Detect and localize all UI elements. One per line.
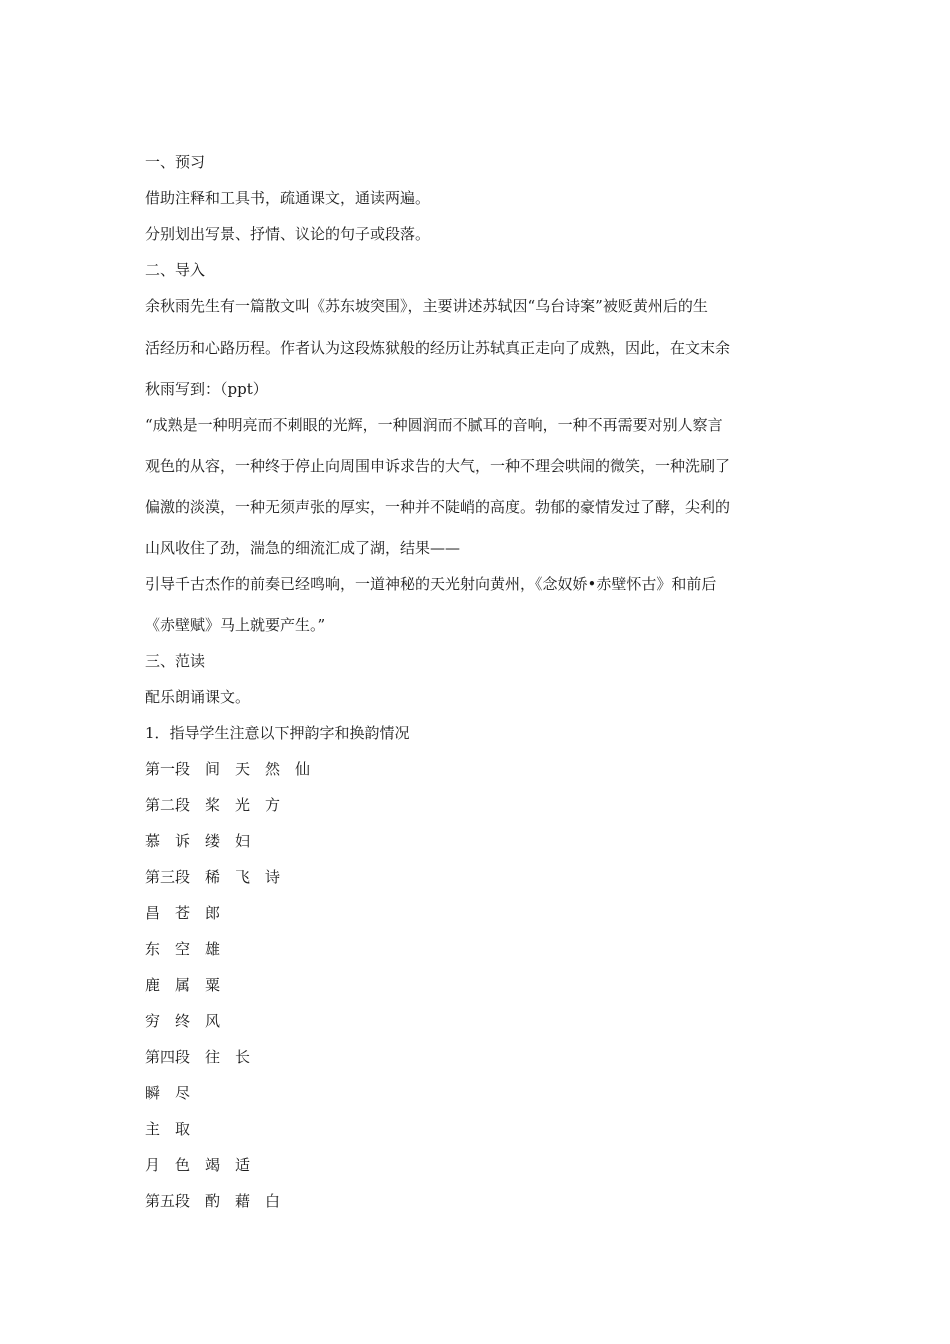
quote-line: 山风收住了劲，湍急的细流汇成了湖，结果—— bbox=[145, 539, 461, 557]
rhyme-line: 第三段 稀 飞 诗 bbox=[145, 868, 281, 886]
heading-introduction: 二、导入 bbox=[145, 261, 206, 279]
rhyme-line: 月 色 竭 适 bbox=[145, 1156, 251, 1174]
rhyme-line: 昌 苍 郎 bbox=[145, 904, 221, 922]
paragraph-line: 活经历和心路历程。作者认为这段炼狱般的经历让苏轼真正走向了成熟，因此，在文末余 bbox=[145, 339, 731, 357]
rhyme-line: 第四段 往 长 bbox=[145, 1048, 251, 1066]
paragraph-line: 借助注释和工具书，疏通课文，通读两遍。 bbox=[145, 189, 431, 207]
quote-line: 引导千古杰作的前奏已经鸣响，一道神秘的天光射向黄州，《念奴娇•赤壁怀古》和前后 bbox=[145, 575, 717, 593]
paragraph-line: 秋雨写到：（ppt） bbox=[145, 380, 268, 398]
list-item: 1．指导学生注意以下押韵字和换韵情况 bbox=[145, 724, 410, 742]
quote-line: 《赤壁赋》马上就要产生。” bbox=[145, 616, 326, 634]
paragraph-line: 配乐朗诵课文。 bbox=[145, 688, 251, 706]
paragraph-line: 分别划出写景、抒情、议论的句子或段落。 bbox=[145, 225, 431, 243]
rhyme-line: 鹿 属 粟 bbox=[145, 976, 221, 994]
rhyme-line: 穷 终 风 bbox=[145, 1012, 221, 1030]
rhyme-line: 主 取 bbox=[145, 1120, 191, 1138]
rhyme-line: 第一段 间 天 然 仙 bbox=[145, 760, 311, 778]
quote-line: 偏激的淡漠，一种无须声张的厚实，一种并不陡峭的高度。勃郁的豪情发过了酵，尖利的 bbox=[145, 498, 731, 516]
rhyme-line: 第五段 酌 藉 白 bbox=[145, 1192, 281, 1210]
rhyme-line: 慕 诉 缕 妇 bbox=[145, 832, 251, 850]
rhyme-line: 东 空 雄 bbox=[145, 940, 221, 958]
rhyme-line: 第二段 桨 光 方 bbox=[145, 796, 281, 814]
heading-preview: 一、预习 bbox=[145, 153, 206, 171]
heading-model-reading: 三、范读 bbox=[145, 652, 206, 670]
quote-line: “成熟是一种明亮而不刺眼的光辉，一种圆润而不腻耳的音响，一种不再需要对别人察言 bbox=[145, 416, 723, 434]
rhyme-line: 瞬 尽 bbox=[145, 1084, 191, 1102]
quote-line: 观色的从容，一种终于停止向周围申诉求告的大气，一种不理会哄闹的微笑，一种洗刷了 bbox=[145, 457, 731, 475]
paragraph-line: 余秋雨先生有一篇散文叫《苏东坡突围》，主要讲述苏轼因“乌台诗案”被贬黄州后的生 bbox=[145, 297, 708, 315]
